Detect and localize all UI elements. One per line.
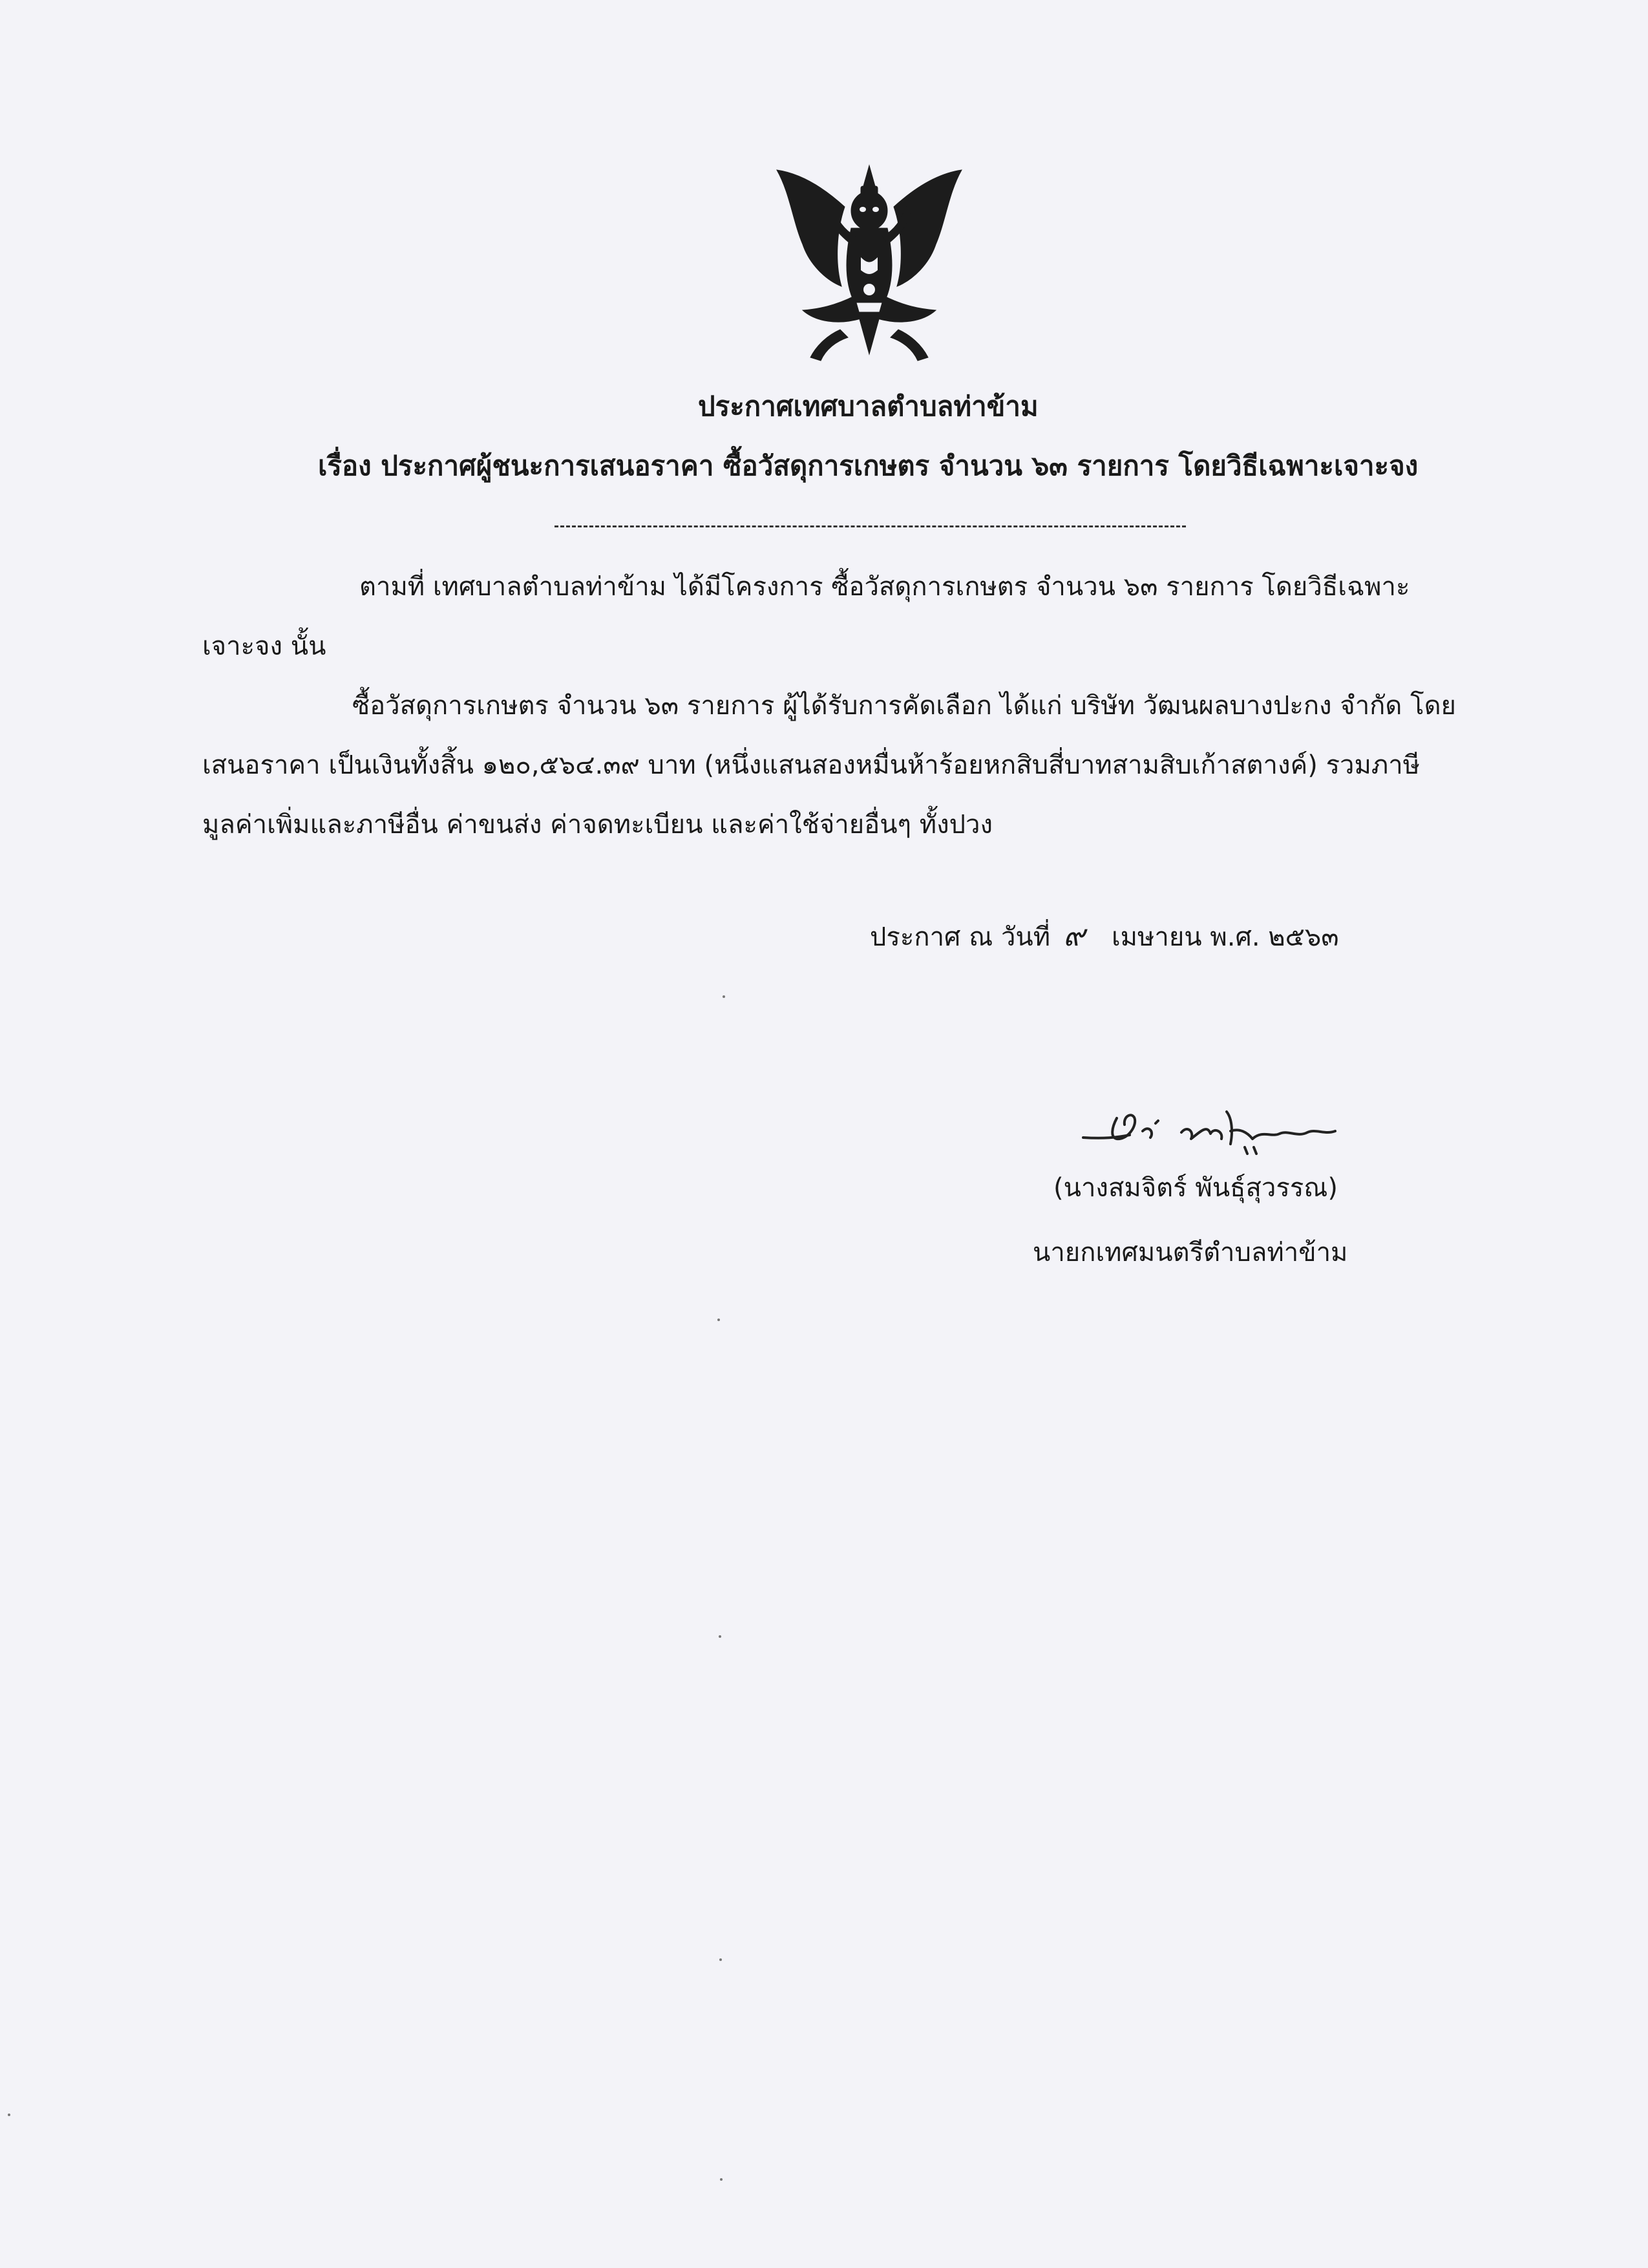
paragraph-2-line-3: มูลค่าเพิ่มและภาษีอื่น ค่าขนส่ง ค่าจดทะเบียน และค่าใช้จ่ายอื่นๆ ทั้งปวง xyxy=(202,810,993,840)
date-day-handwritten: ๙ xyxy=(1063,918,1085,953)
date-month-year: เมษายน พ.ศ. ๒๕๖๓ xyxy=(1112,922,1339,952)
title-divider xyxy=(555,525,1186,527)
signatory-name: (นางสมจิตร์ พันธุ์สุวรรณ) xyxy=(1053,1173,1338,1203)
garuda-emblem-icon xyxy=(764,160,975,374)
paragraph-1-line-2: เจาะจง นั้น xyxy=(202,631,326,661)
scan-speck xyxy=(717,1319,720,1321)
date-prefix: ประกาศ ณ วันที่ xyxy=(870,922,1051,952)
announcement-subject: เรื่อง ประกาศผู้ชนะการเสนอราคา ซื้อวัสดุการเกษตร จำนวน ๖๓ รายการ โดยวิธีเฉพาะเจาะจง xyxy=(318,450,1419,482)
announcement-title: ประกาศเทศบาลตำบลท่าข้าม xyxy=(698,390,1039,422)
paragraph-2-line-2: เสนอราคา เป็นเงินทั้งสิ้น ๑๒๐,๕๖๔.๓๙ บาท (หนึ่งแสนสองหมื่นห้าร้อยหกสิบสี่บาทสามสิบเก้าสตางค์) รวมภาษี xyxy=(202,750,1421,780)
signatory-position: นายกเทศมนตรีตำบลท่าข้าม xyxy=(1033,1238,1348,1267)
paragraph-1-line-1: ตามที่ เทศบาลตำบลท่าข้าม ได้มีโครงการ ซื้อวัสดุการเกษตร จำนวน ๖๓ รายการ โดยวิธีเฉพาะ xyxy=(359,572,1410,602)
scan-speck xyxy=(719,1958,722,1961)
scan-speck xyxy=(719,1635,721,1638)
scan-speck xyxy=(720,2178,723,2181)
handwritten-signature-icon xyxy=(1078,1092,1340,1165)
paragraph-2-line-1: ซื้อวัสดุการเกษตร จำนวน ๖๓ รายการ ผู้ได้รับการคัดเลือก ได้แก่ บริษัท วัฒนผลบางปะกง จำกัด โดย xyxy=(352,691,1456,721)
scan-speck xyxy=(723,995,725,998)
scan-speck xyxy=(8,2114,10,2116)
